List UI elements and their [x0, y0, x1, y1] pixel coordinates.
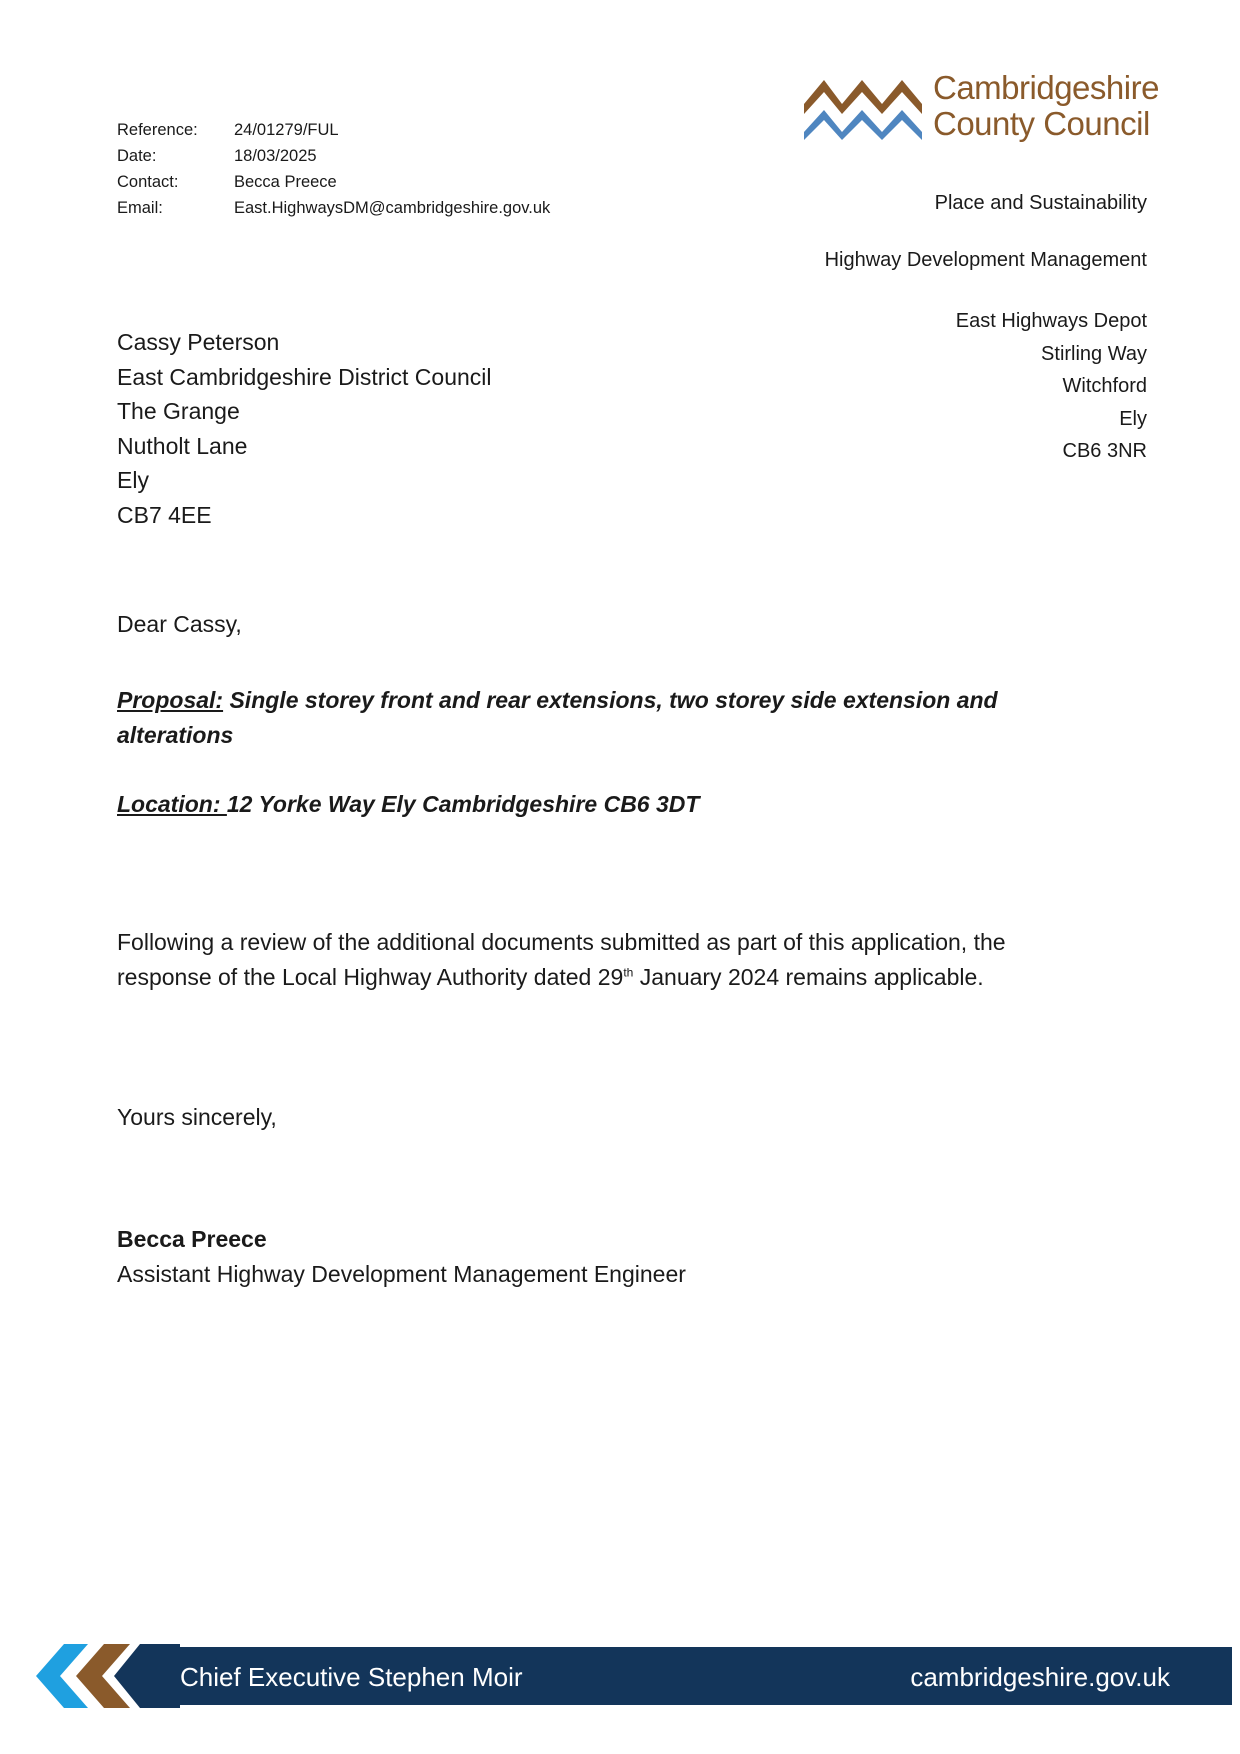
location-text: 12 Yorke Way Ely Cambridgeshire CB6 3DT — [226, 791, 700, 817]
location — [117, 787, 699, 822]
logo-line-1: Cambridgeshire — [933, 69, 1159, 106]
recipient-line: Cassy Peterson — [117, 329, 280, 355]
logo-wordmark — [933, 70, 1159, 142]
contact-row — [117, 169, 550, 195]
logo-line-2: County Council — [933, 105, 1150, 142]
date-row — [117, 143, 550, 169]
proposal-label: Proposal: — [117, 687, 224, 713]
council-logo — [804, 69, 1159, 150]
website-link[interactable]: cambridgeshire.gov.uk — [910, 1662, 1170, 1692]
date-value: 18/03/2025 — [234, 147, 317, 165]
zigzag-logo-icon — [804, 74, 926, 144]
proposal — [117, 683, 1037, 753]
contact-label: Contact: — [117, 173, 179, 191]
address-line: Ely — [1119, 407, 1147, 430]
team-name: Highway Development Management — [824, 249, 1147, 271]
recipient-address — [117, 325, 492, 533]
paragraph-text-2: January 2024 remains applicable. — [633, 964, 984, 990]
reference-block — [117, 117, 550, 221]
department-name: Place and Sustainability — [934, 192, 1147, 214]
footer — [30, 1644, 1230, 1708]
reference-row — [117, 117, 550, 143]
email-row — [117, 195, 550, 221]
proposal-text: Single storey front and rear extensions, two storey side extension and alterations — [117, 687, 998, 748]
paragraph-text-1: Following a review of the additional documents submitted as part of this application, the response of the Local Highway Authority dated 29 — [117, 929, 1006, 990]
ordinal-suffix: th — [623, 965, 634, 980]
closing: Yours sincerely, — [117, 1104, 277, 1130]
signature-title: Assistant Highway Development Management Engineer — [117, 1261, 686, 1287]
recipient-line: The Grange — [117, 398, 240, 425]
location-label: Location: — [117, 791, 227, 817]
email-label: Email: — [117, 199, 163, 217]
address-line: East Highways Depot — [955, 310, 1147, 332]
recipient-line: CB7 4EE — [117, 501, 212, 528]
salutation: Dear Cassy, — [117, 611, 242, 637]
signature-name: Becca Preece — [117, 1226, 267, 1252]
reference-label: Reference: — [117, 121, 198, 139]
body-paragraph — [117, 925, 1077, 995]
sender-address — [956, 305, 1147, 468]
address-line: Stirling Way — [1041, 342, 1147, 365]
address-line: Witchford — [1062, 375, 1147, 397]
reference-value: 24/01279/FUL — [234, 121, 339, 139]
recipient-line: Nutholt Lane — [117, 432, 248, 459]
recipient-line: Ely — [117, 467, 149, 494]
address-line: CB6 3NR — [1062, 440, 1147, 462]
email-value: East.HighwaysDM@cambridgeshire.gov.uk — [234, 199, 551, 217]
date-label: Date: — [117, 147, 157, 165]
recipient-line: East Cambridgeshire District Council — [117, 363, 492, 390]
chief-executive: Chief Executive Stephen Moir — [180, 1662, 523, 1692]
contact-value: Becca Preece — [234, 173, 337, 191]
